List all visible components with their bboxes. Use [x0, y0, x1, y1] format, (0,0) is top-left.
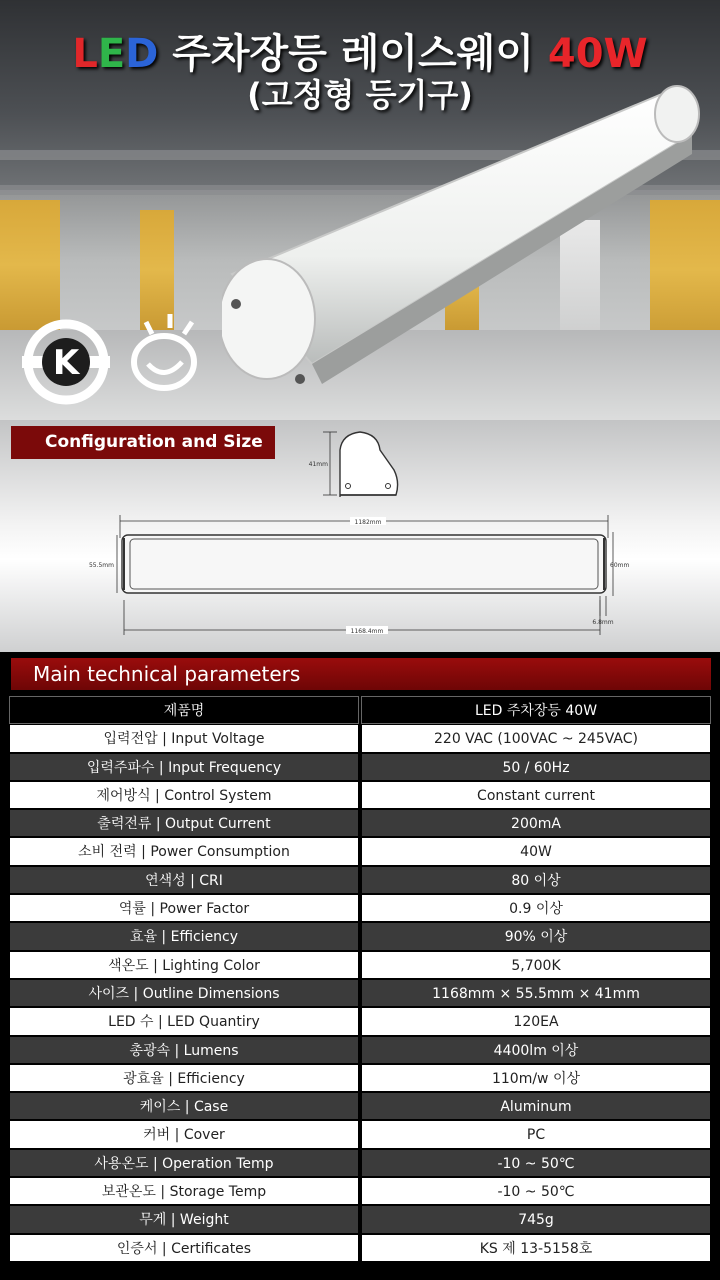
table-row — [9, 1149, 711, 1177]
title-wattage: 40W — [547, 31, 648, 77]
parameter-label: 커버 | Cover — [9, 1120, 359, 1148]
dim-end-label: 6.8mm — [592, 619, 614, 626]
parameter-value: 110m/w 이상 — [361, 1064, 711, 1092]
parameter-label: 사이즈 | Outline Dimensions — [9, 979, 359, 1007]
table-row — [9, 696, 711, 724]
parameters-title-bar: Main technical parameters — [11, 658, 711, 690]
parameter-label: 효율 | Efficiency — [9, 922, 359, 950]
parameter-label: 무게 | Weight — [9, 1205, 359, 1233]
parameter-value: 40W — [361, 837, 711, 865]
parameter-label: 보관온도 | Storage Temp — [9, 1177, 359, 1205]
page-subtitle: (고정형 등기구) — [247, 76, 473, 114]
title-main-text: 주차장등 레이스웨이 — [158, 31, 548, 77]
parameter-value: 745g — [361, 1205, 711, 1233]
dim-height-label: 41mm — [308, 461, 328, 468]
parameter-label: 광효율 | Efficiency — [9, 1064, 359, 1092]
parameter-label: 역률 | Power Factor — [9, 894, 359, 922]
parameter-value: 200mA — [361, 809, 711, 837]
table-row — [9, 951, 711, 979]
parameter-label: 색온도 | Lighting Color — [9, 951, 359, 979]
parameter-value: 1168mm × 55.5mm × 41mm — [361, 979, 711, 1007]
title-led-letter: L — [72, 31, 98, 77]
dim-left-height-label: 55.5mm — [88, 562, 114, 569]
parameter-value: 120EA — [361, 1007, 711, 1035]
table-row — [9, 1234, 711, 1262]
dimension-diagram — [0, 420, 720, 652]
ks-certification-logo — [22, 318, 110, 406]
parameter-value: Constant current — [361, 781, 711, 809]
parameter-value: -10 ~ 50℃ — [361, 1177, 711, 1205]
parameter-value: 4400lm 이상 — [361, 1036, 711, 1064]
parameter-label: 출력전류 | Output Current — [9, 809, 359, 837]
dim-total-length-label: 1182mm — [354, 519, 382, 526]
parameter-value: Aluminum — [361, 1092, 711, 1120]
table-row — [9, 809, 711, 837]
ks-logo-letter: K — [52, 343, 80, 383]
table-row — [9, 1007, 711, 1035]
table-row — [9, 1036, 711, 1064]
parameter-value: LED 주차장등 40W — [361, 696, 711, 724]
table-row — [9, 724, 711, 752]
table-row — [9, 837, 711, 865]
parameter-label: 연색성 | CRI — [9, 866, 359, 894]
smile-mark-logo — [126, 312, 206, 394]
parameter-value: PC — [361, 1120, 711, 1148]
table-row — [9, 1177, 711, 1205]
parameter-label: LED 수 | LED Quantiry — [9, 1007, 359, 1035]
parameter-value: KS 제 13-5158호 — [361, 1234, 711, 1262]
configuration-label: Configuration and Size — [11, 426, 275, 459]
table-row — [9, 1092, 711, 1120]
parameter-label: 입력전압 | Input Voltage — [9, 724, 359, 752]
parameter-label: 총광속 | Lumens — [9, 1036, 359, 1064]
dim-body-length-label: 1168.4mm — [350, 628, 384, 635]
title-led-letter: E — [97, 31, 126, 77]
table-row — [9, 781, 711, 809]
parking-pillar — [0, 200, 60, 330]
parameters-table — [9, 696, 711, 1262]
dim-right-height-label: 60mm — [610, 562, 630, 569]
hero-banner — [0, 0, 720, 420]
table-row — [9, 1205, 711, 1233]
table-row — [9, 753, 711, 781]
parameter-value: 0.9 이상 — [361, 894, 711, 922]
title-led-letter: D — [125, 31, 159, 77]
parameter-label: 사용온도 | Operation Temp — [9, 1149, 359, 1177]
lamp-product-image — [222, 74, 702, 414]
table-row — [9, 1120, 711, 1148]
parameter-value: 220 VAC (100VAC ~ 245VAC) — [361, 724, 711, 752]
parameter-label: 소비 전력 | Power Consumption — [9, 837, 359, 865]
parameter-value: 50 / 60Hz — [361, 753, 711, 781]
table-row — [9, 866, 711, 894]
parameter-value: 80 이상 — [361, 866, 711, 894]
table-row — [9, 922, 711, 950]
parameter-label: 입력주파수 | Input Frequency — [9, 753, 359, 781]
parameter-label: 제품명 — [9, 696, 359, 724]
parameter-label: 제어방식 | Control System — [9, 781, 359, 809]
parameter-label: 케이스 | Case — [9, 1092, 359, 1120]
parameter-value: 90% 이상 — [361, 922, 711, 950]
parameter-value: -10 ~ 50℃ — [361, 1149, 711, 1177]
table-row — [9, 1064, 711, 1092]
table-row — [9, 979, 711, 1007]
parameter-value: 5,700K — [361, 951, 711, 979]
table-row — [9, 894, 711, 922]
parameter-label: 인증서 | Certificates — [9, 1234, 359, 1262]
